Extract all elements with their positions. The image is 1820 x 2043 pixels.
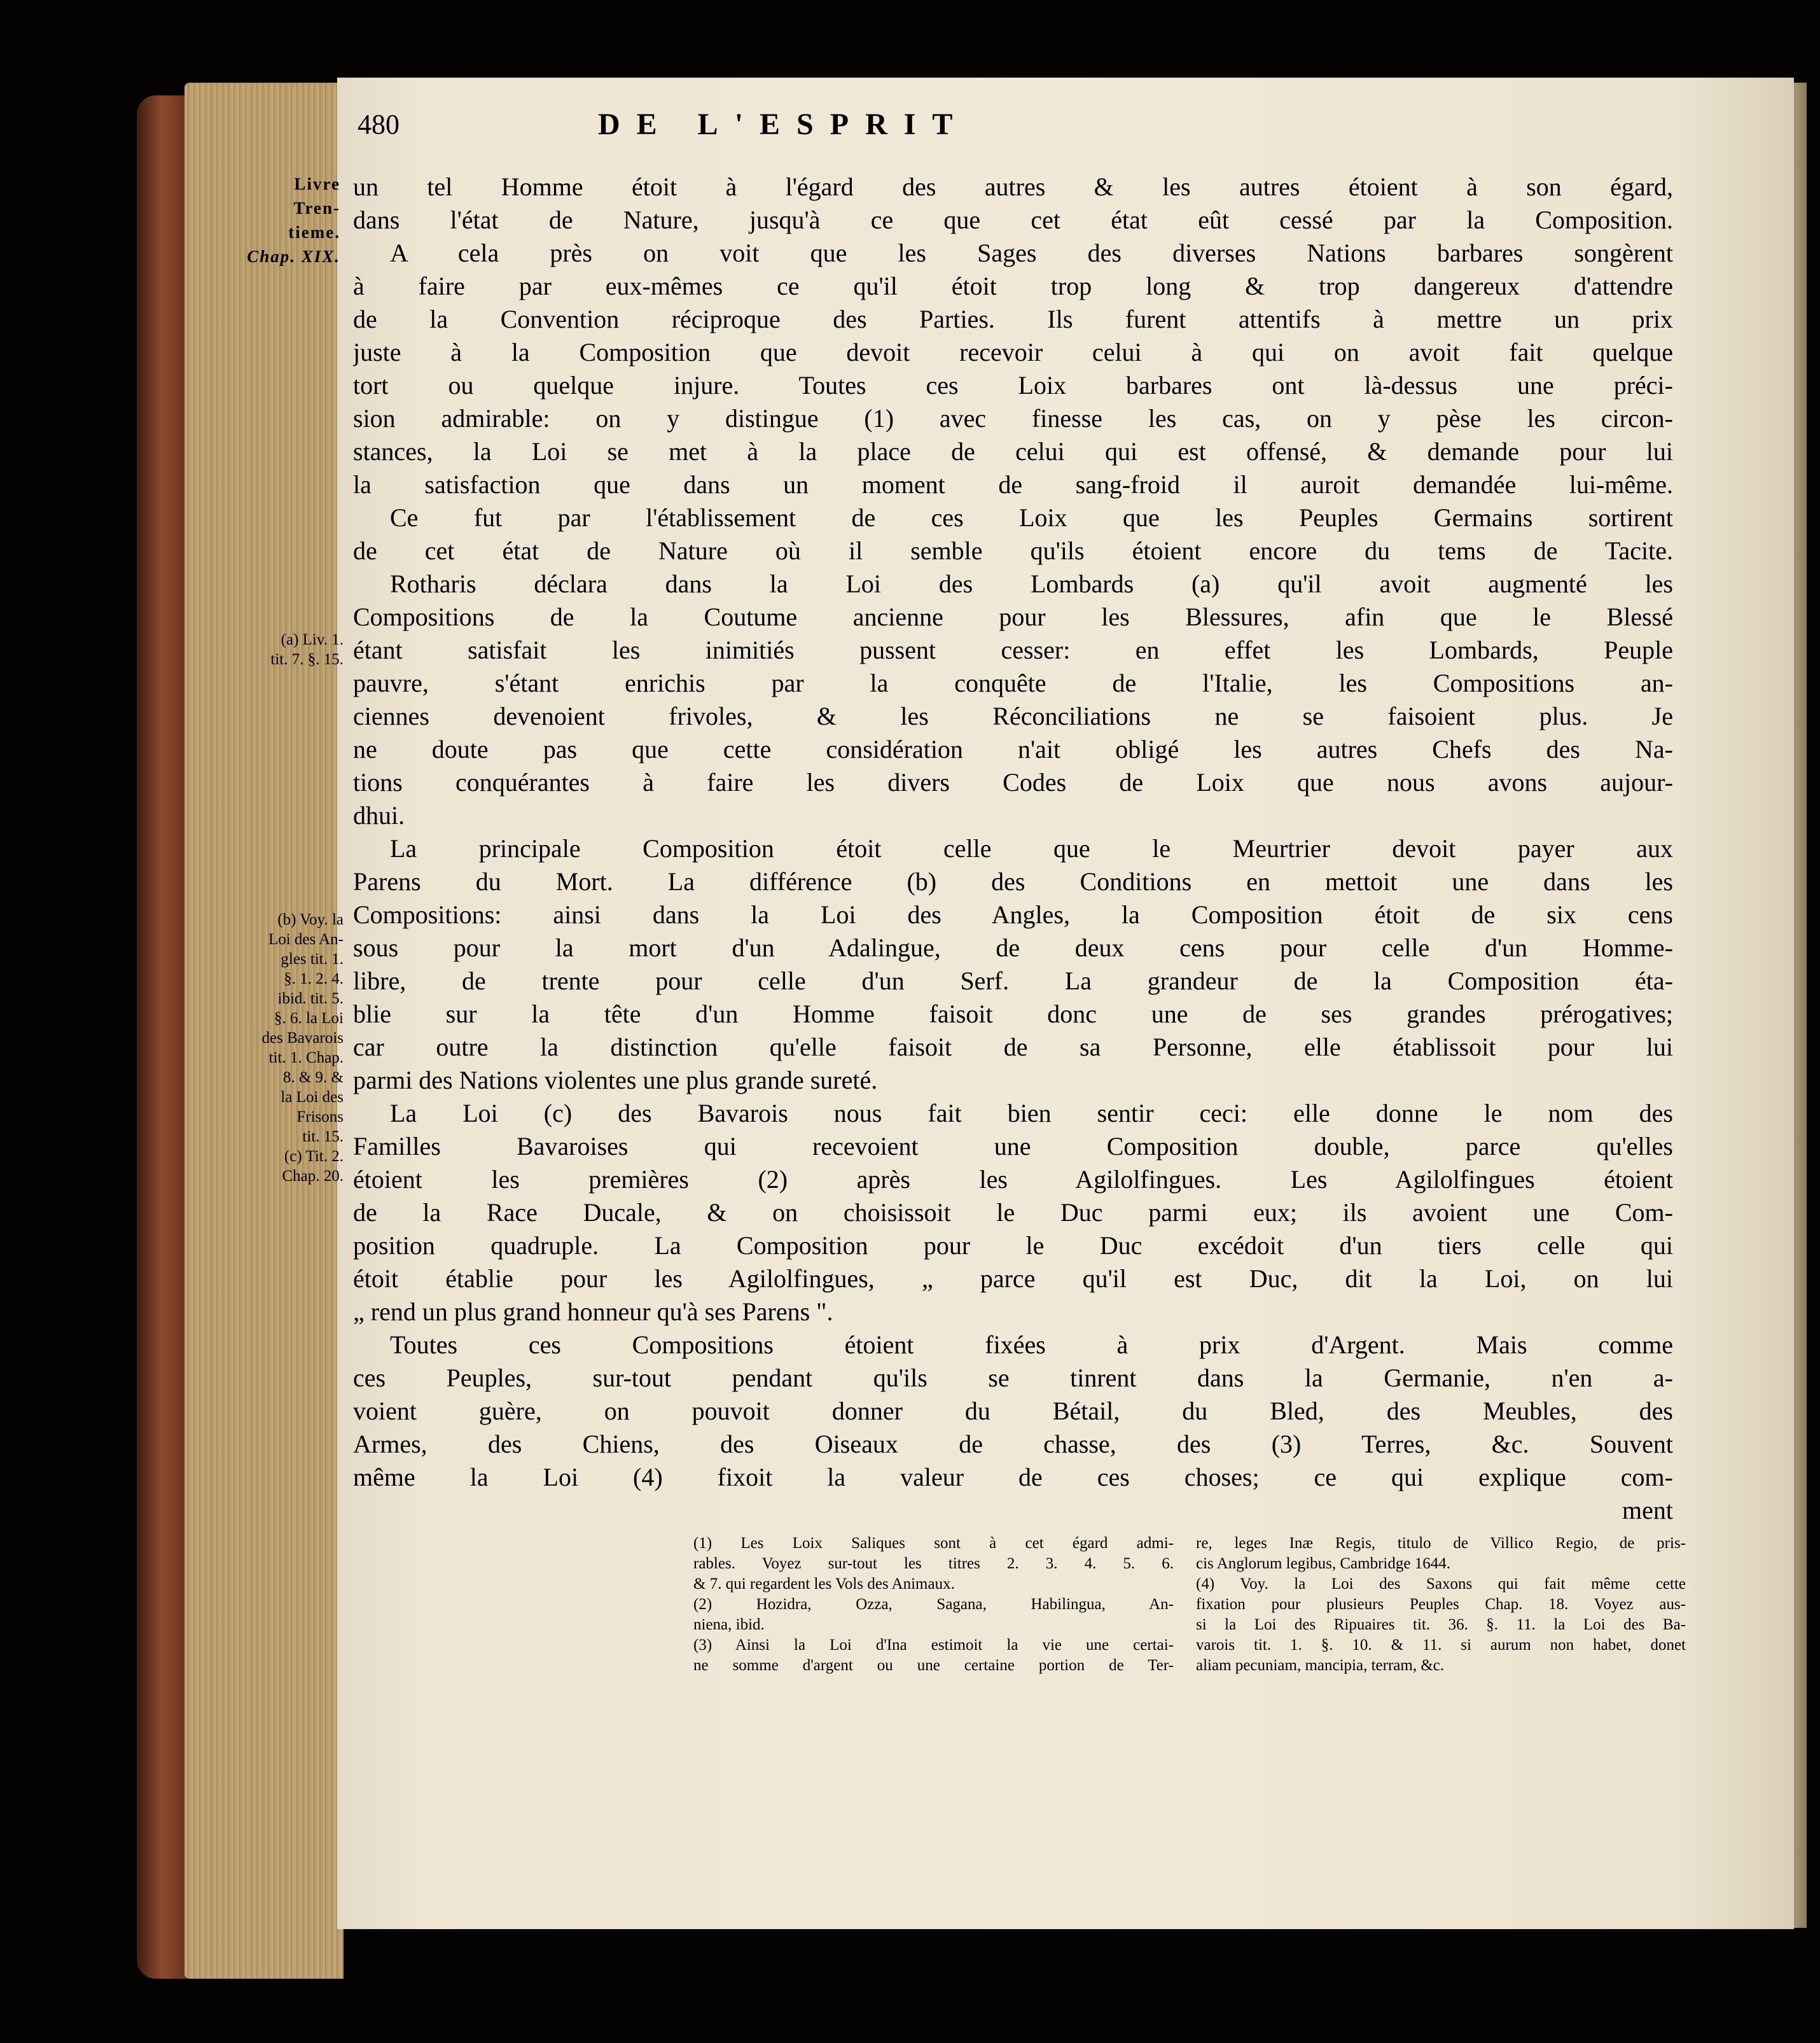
margin-note-b	[210, 910, 344, 1186]
body-line: sion admirable: on y distingue (1) avec finesse les cas, on y pèse les circon-	[353, 404, 1673, 433]
body-line: tort ou quelque injure. Toutes ces Loix barbares ont là-dessus une préci-	[353, 371, 1673, 400]
page-number: 480	[358, 109, 399, 140]
footnote-line: & 7. qui regardent les Vols des Animaux.	[693, 1575, 955, 1593]
body-line: A cela près on voit que les Sages des diverses Nations barbares songèrent	[390, 239, 1673, 267]
body-line: tions conquérantes à faire les divers Codes de Loix que nous avons aujour-	[353, 768, 1673, 797]
margin-book-number-2: tieme.	[288, 223, 340, 242]
body-line: La principale Composition étoit celle que le Meurtrier devoit payer aux	[390, 834, 1673, 863]
footnote-line: aliam pecuniam, mancipia, terram, &c.	[1196, 1657, 1445, 1674]
footnote-line: (1) Les Loix Saliques sont à cet égard admi-	[693, 1535, 1174, 1552]
footnote-line: niena, ibid.	[693, 1616, 765, 1633]
margin-note-line: §. 1. 2. 4.	[284, 970, 344, 987]
body-line: dhui.	[353, 801, 405, 830]
body-line: Familles Bavaroises qui recevoient une Composition double, parce qu'elles	[353, 1132, 1673, 1161]
body-line: ne doute pas que cette considération n'ait obligé les autres Chefs des Na-	[353, 735, 1673, 764]
margin-chapter-heading	[213, 172, 340, 268]
margin-note-line: Chap. 20.	[282, 1168, 344, 1185]
body-text	[353, 171, 1673, 1527]
body-line: La Loi (c) des Bavarois nous fait bien sentir ceci: elle donne le nom des	[390, 1099, 1673, 1127]
body-line: étoit établie pour les Agilolfingues, „ parce qu'il est Duc, dit la Loi, on lui	[353, 1264, 1673, 1293]
body-line: Ce fut par l'établissement de ces Loix que les Peuples Germains sortirent	[390, 503, 1673, 532]
body-line: de cet état de Nature où il semble qu'ils étoient encore du tems de Tacite.	[353, 536, 1673, 565]
running-head: DE L'ESPRIT	[598, 108, 969, 141]
margin-note-line: Frisons	[296, 1108, 344, 1126]
margin-note-line: ibid. tit. 5.	[277, 990, 344, 1007]
body-line: Rotharis déclara dans la Loi des Lombards (a) qu'il avoit augmenté les	[390, 569, 1673, 598]
body-line: sous pour la mort d'un Adalingue, de deux cens pour celle d'un Homme-	[353, 933, 1673, 962]
margin-book-label: Livre	[294, 174, 340, 193]
margin-note-line: des Bavarois	[261, 1029, 344, 1047]
footnote-line: (4) Voy. la Loi des Saxons qui fait même cette	[1196, 1575, 1686, 1593]
footnote-line: (3) Ainsi la Loi d'Ina estimoit la vie une certai-	[693, 1636, 1174, 1654]
body-line: même la Loi (4) fixoit la valeur de ces choses; ce qui explique com-	[353, 1463, 1673, 1491]
body-line: car outre la distinction qu'elle faisoit de sa Personne, elle établissoit pour lui	[353, 1033, 1673, 1061]
body-line: stances, la Loi se met à la place de celui qui est offensé, & demande pour lui	[353, 437, 1673, 466]
body-line: blie sur la tête d'un Homme faisoit donc une de ses grandes prérogatives;	[353, 1000, 1673, 1028]
body-line: Parens du Mort. La différence (b) des Conditions en mettoit une dans les	[353, 867, 1673, 896]
body-line: libre, de trente pour celle d'un Serf. La grandeur de la Composition éta-	[353, 966, 1673, 995]
margin-note-line: Loi des An-	[268, 931, 344, 948]
body-line: parmi des Nations violentes une plus grande sureté.	[353, 1066, 878, 1094]
body-line: position quadruple. La Composition pour le Duc excédoit d'un tiers celle qui	[353, 1231, 1673, 1260]
body-line: juste à la Composition que devoit recevoir celui à qui on avoit fait quelque	[353, 338, 1673, 366]
body-line: voient guère, on pouvoit donner du Bétail, du Bled, des Meubles, des	[353, 1397, 1673, 1425]
body-line: Compositions: ainsi dans la Loi des Angles, la Composition étoit de six cens	[353, 900, 1673, 929]
margin-note-line: 8. & 9. &	[282, 1069, 344, 1086]
margin-book-number-1: Tren-	[293, 199, 340, 218]
footnotes-left-column	[693, 1533, 1174, 1676]
margin-note-line: (b) Voy. la	[277, 911, 344, 928]
margin-note-line: la Loi des	[281, 1089, 344, 1106]
body-line: étoient les premières (2) après les Agilolfingues. Les Agilolfingues étoient	[353, 1165, 1673, 1194]
footnote-line: varois tit. 1. §. 10. & 11. si aurum non habet, donet	[1196, 1636, 1686, 1654]
body-line: Compositions de la Coutume ancienne pour les Blessures, afin que le Blessé	[353, 603, 1673, 631]
body-line: „ rend un plus grand honneur qu'à ses Parens ".	[353, 1297, 833, 1326]
footnote-line: ne somme d'argent ou une certaine portion de Ter-	[693, 1657, 1174, 1674]
margin-note-line: (c) Tit. 2.	[284, 1148, 344, 1165]
catchword: ment	[1622, 1496, 1673, 1524]
footnotes-right-column	[1196, 1533, 1686, 1676]
body-line: à faire par eux-mêmes ce qu'il étoit trop long & trop dangereux d'attendre	[353, 272, 1673, 300]
body-line: pauvre, s'étant enrichis par la conquête de l'Italie, les Compositions an-	[353, 669, 1673, 697]
margin-note-line: tit. 7. §. 15.	[270, 651, 344, 668]
margin-chapter-label: Chap. XIX.	[247, 247, 340, 266]
footnote-line: (2) Hozidra, Ozza, Sagana, Habilingua, An-	[693, 1596, 1174, 1613]
footnote-line: cis Anglorum legibus, Cambridge 1644.	[1196, 1555, 1450, 1572]
margin-note-line: tit. 1. Chap.	[268, 1049, 344, 1066]
margin-note-a	[210, 630, 344, 669]
body-line: de la Race Ducale, & on choisissoit le Duc parmi eux; ils avoient une Com-	[353, 1198, 1673, 1227]
footnote-line: si la Loi des Ripuaires tit. 36. §. 11. la Loi des Ba-	[1196, 1616, 1686, 1633]
margin-note-line: (a) Liv. 1.	[281, 631, 344, 648]
margin-note-line: §. 6. la Loi	[274, 1010, 344, 1027]
body-line: ciennes devenoient frivoles, & les Réconciliations ne se faisoient plus. Je	[353, 702, 1673, 730]
margin-note-line: tit. 15.	[302, 1128, 344, 1145]
body-line: un tel Homme étoit à l'égard des autres & les autres étoient à son égard,	[353, 172, 1673, 201]
body-line: étant satisfait les inimitiés pussent cesser: en effet les Lombards, Peuple	[353, 636, 1673, 664]
footnote-line: rables. Voyez sur-tout les titres 2. 3. 4. 5. 6.	[693, 1555, 1174, 1572]
body-line: Toutes ces Compositions étoient fixées à prix d'Argent. Mais comme	[390, 1330, 1673, 1359]
footnote-line: re, leges Inæ Regis, titulo de Villico Regio, de pris-	[1196, 1535, 1686, 1552]
body-line: la satisfaction que dans un moment de sang-froid il auroit demandée lui-même.	[353, 470, 1673, 499]
body-line: de la Convention réciproque des Parties. Ils furent attentifs à mettre un prix	[353, 305, 1673, 333]
body-line: Armes, des Chiens, des Oiseaux de chasse, des (3) Terres, &c. Souvent	[353, 1430, 1673, 1458]
footnote-line: fixation pour plusieurs Peuples Chap. 18. Voyez aus-	[1196, 1596, 1686, 1613]
margin-note-line: gles tit. 1.	[281, 951, 344, 968]
body-line: ces Peuples, sur-tout pendant qu'ils se tinrent dans la Germanie, n'en a-	[353, 1363, 1673, 1392]
body-line: dans l'état de Nature, jusqu'à ce que cet état eût cessé par la Composition.	[353, 206, 1673, 234]
